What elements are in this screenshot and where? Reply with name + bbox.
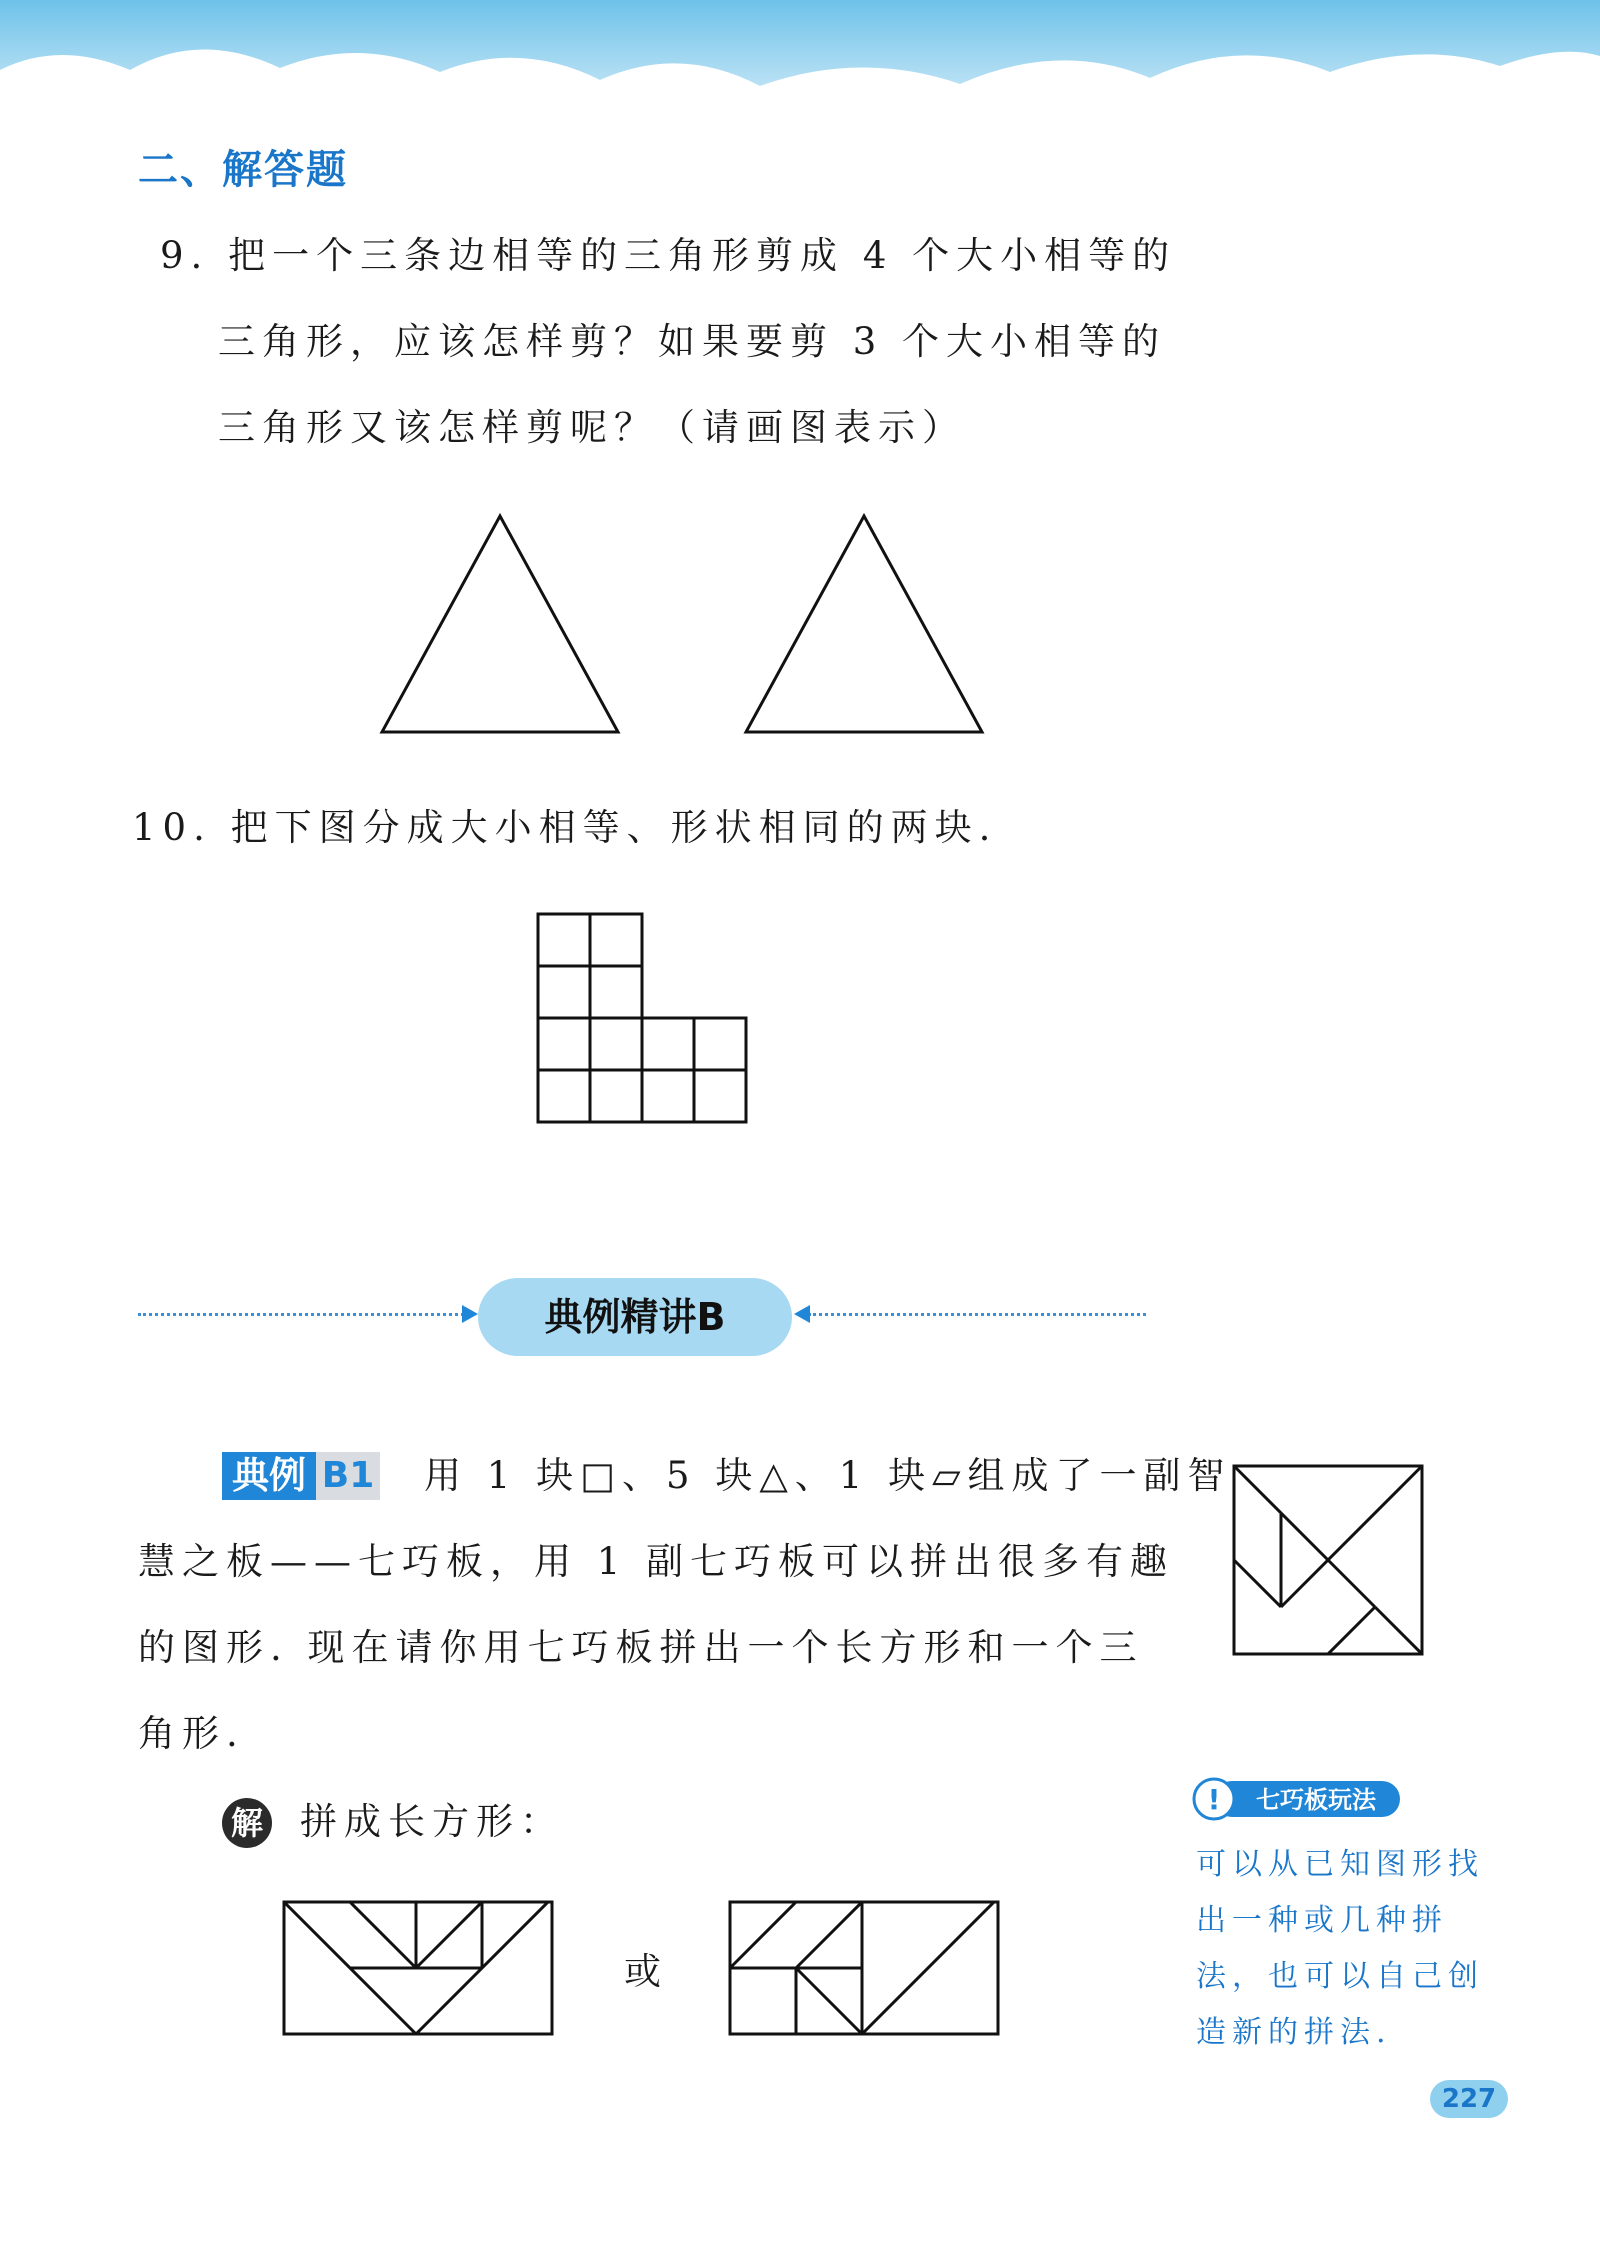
solution-badge: 解 xyxy=(222,1798,272,1848)
tangram-square xyxy=(1230,1462,1426,1658)
page-number: 227 xyxy=(1430,2080,1508,2118)
solution-text: 拼成长方形： xyxy=(300,1800,564,1843)
section-banner: 典例精讲B xyxy=(478,1278,792,1356)
triangle-right xyxy=(734,510,994,740)
tangram-rectangle-2 xyxy=(726,1898,1002,2038)
alert-icon: ! xyxy=(1207,1783,1221,1816)
example-line-3: 的图形. 现在请你用七巧板拼出一个长方形和一个三 xyxy=(138,1626,1144,1669)
tip-badge xyxy=(1192,1776,1404,1822)
tip-line-1: 可以从已知图形找 xyxy=(1196,1847,1484,1882)
tip-line-4: 造新的拼法. xyxy=(1196,2015,1392,2050)
q9-line-3: 三角形又该怎样剪呢？（请画图表示） xyxy=(218,406,966,449)
q10-text: 10. 把下图分成大小相等、形状相同的两块. xyxy=(132,806,998,849)
tangram-rectangle-1 xyxy=(280,1898,556,2038)
triangle-left xyxy=(370,510,630,740)
arrow-right-icon xyxy=(462,1305,478,1323)
tip-title: 七巧板玩法 xyxy=(1256,1786,1376,1814)
example-line-4: 角形. xyxy=(138,1712,245,1755)
example-code: B1 xyxy=(316,1452,380,1500)
example-line-2: 慧之板——七巧板，用 1 副七巧板可以拼出很多有趣 xyxy=(138,1540,1175,1583)
tip-line-3: 法，也可以自己创 xyxy=(1196,1959,1484,1994)
example-tag: 典例 xyxy=(222,1452,316,1500)
q9-line-2: 三角形，应该怎样剪？如果要剪 3 个大小相等的 xyxy=(218,320,1167,363)
section-title: 二、解答题 xyxy=(138,147,348,193)
l-shape-grid xyxy=(534,910,748,1124)
q9-line-1: 9. 把一个三条边相等的三角形剪成 4 个大小相等的 xyxy=(160,234,1177,277)
example-line-1: 用 1 块□、5 块△、1 块▱组成了一副智 xyxy=(424,1454,1232,1497)
tip-line-2: 出一种或几种拼 xyxy=(1196,1903,1448,1938)
banner-rule-left xyxy=(138,1313,464,1316)
banner-rule-right xyxy=(808,1313,1146,1316)
arrow-left-icon xyxy=(794,1305,810,1323)
or-text: 或 xyxy=(624,1950,668,1993)
